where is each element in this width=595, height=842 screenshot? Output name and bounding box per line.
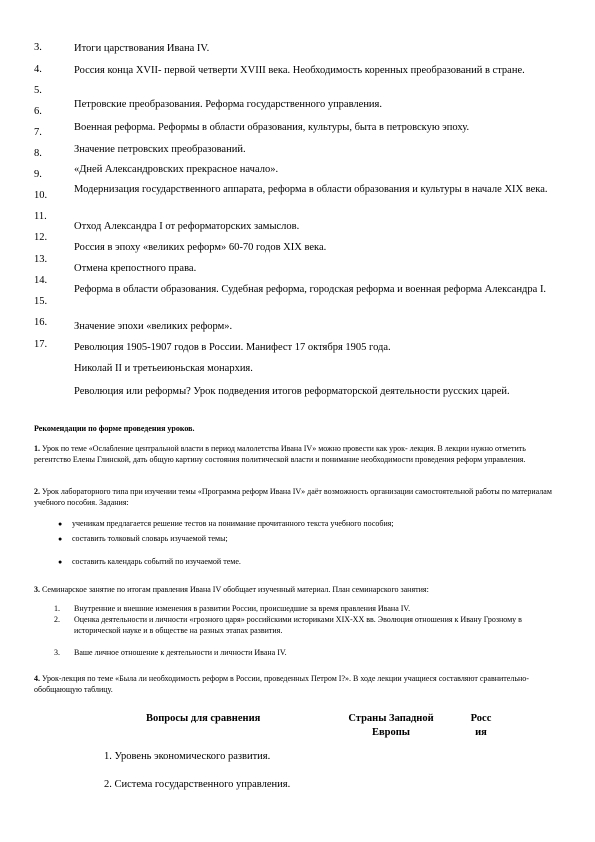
- topic-item: Реформа в области образования. Судебная реформа, городская реформа и военная реформа Александра I.: [74, 284, 547, 295]
- paragraph-2: [34, 487, 560, 508]
- paragraph-number: 2.: [34, 487, 40, 496]
- table-row: 2. Система государственного управления.: [104, 779, 291, 790]
- topic-number: 11.: [34, 211, 47, 222]
- paragraph-3: [34, 585, 560, 596]
- topic-item: Отход Александра I от реформаторских замыслов.: [74, 221, 300, 232]
- bullet-icon: ●: [58, 535, 63, 543]
- topic-item: Модернизация государственного аппарата, реформа в области образования и культуры в начале XIX века.: [74, 184, 548, 195]
- recommendations-heading: Рекомендации по форме проведения уроков.: [34, 424, 195, 433]
- topic-number: 6.: [34, 106, 42, 117]
- list-item: составить календарь событий по изучаемой теме.: [72, 557, 241, 566]
- topic-item: Петровские преобразования. Реформа государственного управления.: [74, 99, 383, 110]
- paragraph-4: [34, 674, 560, 695]
- topic-number: 4.: [34, 64, 42, 75]
- header-line: Страны Западной: [348, 713, 434, 724]
- topic-number: 5.: [34, 85, 42, 96]
- topic-number: 13.: [34, 254, 48, 265]
- table-header-russia: [466, 712, 496, 740]
- paragraph-text: Урок лабораторного типа при изучении темы «Программа реформ Ивана IV» даёт возможность организации самостоятельной работы по материалам учебного пособия. Задания:: [34, 487, 552, 507]
- table-row: 1. Уровень экономического развития.: [104, 751, 271, 762]
- paragraph-number: 1.: [34, 444, 40, 453]
- topic-item: Николай II и третьеиюньская монархия.: [74, 363, 253, 374]
- topic-item: Военная реформа. Реформы в области образования, культуры, быта в петровскую эпоху.: [74, 122, 470, 133]
- topic-item: Отмена крепостного права.: [74, 263, 197, 274]
- topic-item: Россия в эпоху «великих реформ» 60-70 годов XIX века.: [74, 242, 327, 253]
- topic-item: «Дней Александровских прекрасное начало».: [74, 164, 279, 175]
- paragraph-number: 4.: [34, 674, 40, 683]
- topic-number: 3.: [34, 42, 42, 53]
- topic-item: Революция 1905-1907 годов в России. Манифест 17 октября 1905 года.: [74, 342, 391, 353]
- bullet-icon: ●: [58, 520, 63, 528]
- topic-number: 16.: [34, 317, 48, 328]
- plan-item: Ваше личное отношение к деятельности и личности Ивана IV.: [74, 648, 287, 657]
- topic-item: Революция или реформы? Урок подведения итогов реформаторской деятельности русских царей.: [74, 386, 510, 397]
- list-item: ученикам предлагается решение тестов на понимание прочитанного текста учебного пособия;: [72, 519, 394, 528]
- table-header-western-europe: [336, 712, 446, 740]
- plan-item: Внутренние и внешние изменения в развитии России, происшедшие за время правления Ивана IV.: [74, 604, 411, 613]
- plan-number: 1.: [54, 604, 60, 613]
- topic-number: 17.: [34, 339, 48, 350]
- topic-number: 15.: [34, 296, 48, 307]
- topic-number: 9.: [34, 169, 42, 180]
- plan-item: Оценка деятельности и личности «грозного царя» российскими историками XIX-XX вв. Эволюция отношения к Ивану Грозному в исторической науке и в обществе на разных этапах развития.: [74, 615, 522, 635]
- topic-number: 7.: [34, 127, 42, 138]
- paragraph-number: 3.: [34, 585, 40, 594]
- bullet-icon: ●: [58, 558, 63, 566]
- table-header-questions: Вопросы для сравнения: [146, 713, 261, 724]
- topic-number: 14.: [34, 275, 48, 286]
- topic-number: 10.: [34, 190, 48, 201]
- header-line: Росс: [470, 713, 492, 724]
- topic-item: Значение эпохи «великих реформ».: [74, 321, 233, 332]
- paragraph-text: Урок по теме «Ослабление центральной власти в период малолетства Ивана IV» можно провести как урок- лекция. В лекции нужно отметить регентство Елены Глинской, дать общую картину состояния политической власти и понимание необходимости проведения реформ управления.: [34, 444, 526, 464]
- topic-item: Россия конца XVII- первой четверти XVIII века. Необходимость коренных преобразований в стране.: [74, 65, 525, 76]
- paragraph-1: [34, 444, 560, 465]
- header-line: ия: [475, 727, 487, 738]
- paragraph-text: Семинарское занятие по итогам правления Ивана IV обобщает изученный материал. План семинарского занятия:: [42, 585, 429, 594]
- header-line: Европы: [371, 727, 410, 738]
- paragraph-text: Урок-лекция по теме «Была ли необходимость реформ в России, проведенных Петром I?». В ходе лекции учащиеся составляют сравнительно- обобщающую таблицу.: [34, 674, 529, 694]
- topic-number: 12.: [34, 232, 48, 243]
- topic-number: 8.: [34, 148, 42, 159]
- plan-number: 3.: [54, 648, 60, 657]
- list-item: составить толковый словарь изучаемой темы;: [72, 534, 228, 543]
- plan-number: 2.: [54, 615, 60, 624]
- topic-item: Итоги царствования Ивана IV.: [74, 43, 210, 54]
- topic-item: Значение петровских преобразований.: [74, 144, 246, 155]
